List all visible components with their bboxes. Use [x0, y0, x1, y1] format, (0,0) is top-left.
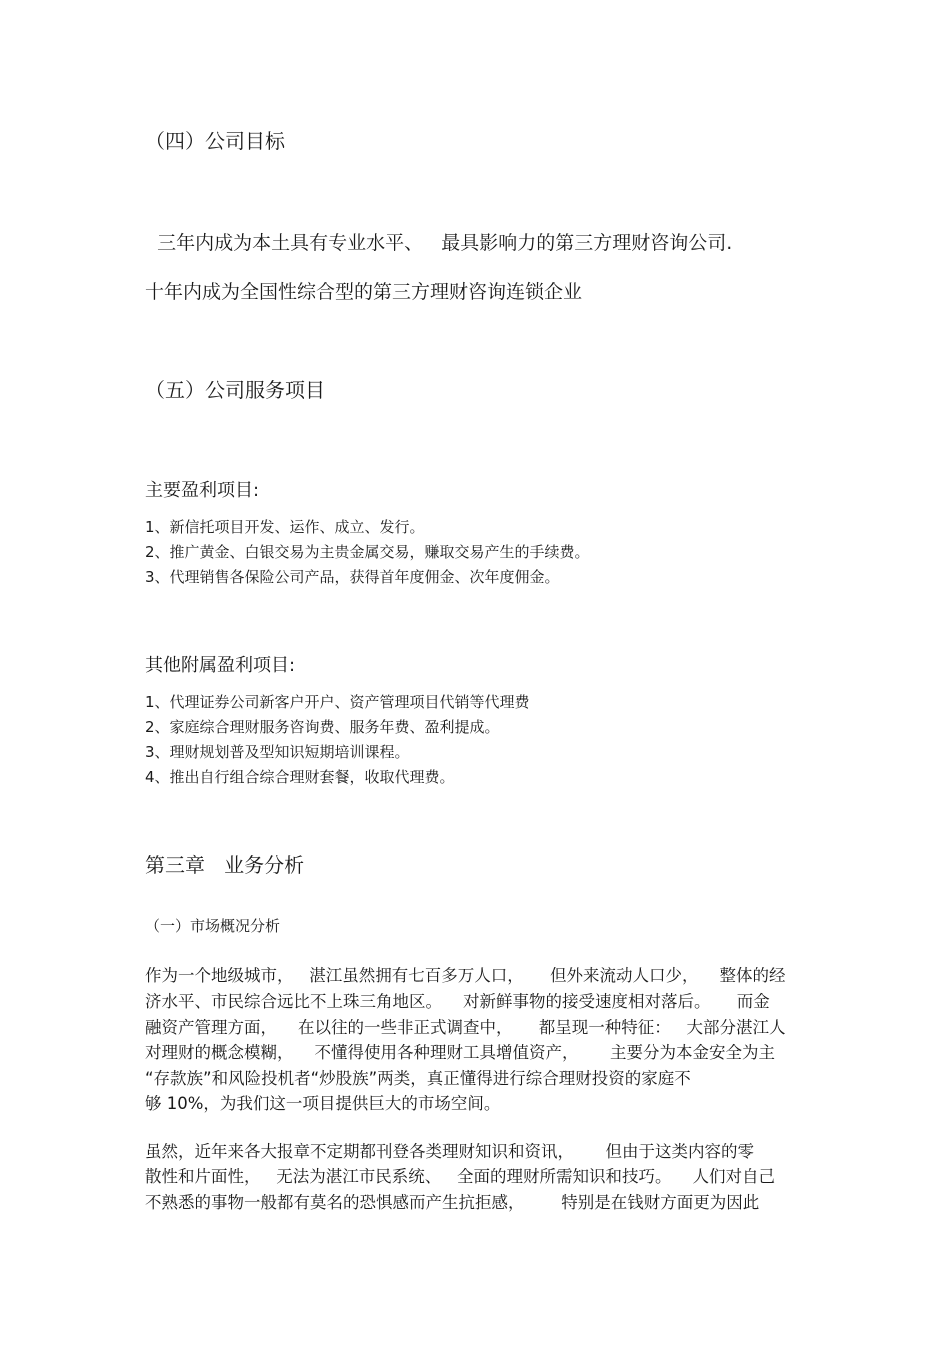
other-profit-title: 其他附属盈利项目: [145, 655, 296, 676]
main-profit-title: 主要盈利项目: [145, 480, 260, 501]
para1-line-4: 对理财的概念模糊， 不懂得使用各种理财工具增值资产， 主要分为本金安全为主 [145, 1043, 775, 1062]
para2-line-1: 虽然，近年来各大报章不定期都刊登各类理财知识和资讯， 但由于这类内容的零 [145, 1142, 754, 1161]
main-profit-item-2: 2、推广黄金、白银交易为主贵金属交易，赚取交易产生的手续费。 [145, 543, 590, 561]
para1-line-2: 济水平、市民综合远比不上珠三角地区。 对新鲜事物的接受速度相对落后。 而金 [145, 992, 770, 1011]
para1-line-1: 作为一个地级城市， 湛江虽然拥有七百多万人口， 但外来流动人口少， 整体的经 [145, 966, 786, 985]
other-profit-item-4: 4、推出自行组合综合理财套餐，收取代理费。 [145, 768, 455, 786]
market-overview-subheading: （一）市场概况分析 [145, 917, 281, 935]
other-profit-item-2: 2、家庭综合理财服务咨询费、服务年费、盈利提成。 [145, 718, 500, 736]
chapter3-heading: 第三章 业务分析 [145, 853, 305, 877]
para2-line-3: 不熟悉的事物一般都有莫名的恐惧感而产生抗拒感， 特别是在钱财方面更为因此 [145, 1193, 760, 1212]
para1-line-3: 融资产管理方面， 在以往的一些非正式调查中， 都呈现一种特征： 大部分湛江人 [145, 1018, 786, 1037]
main-profit-item-1: 1、新信托项目开发、运作、成立、发行。 [145, 518, 425, 536]
other-profit-item-1: 1、代理证券公司新客户开户、资产管理项目代销等代理费 [145, 693, 530, 711]
section4-heading: （四）公司目标 [145, 129, 285, 153]
main-profit-item-3: 3、代理销售各保险公司产品，获得首年度佣金、次年度佣金。 [145, 568, 560, 586]
other-profit-item-3: 3、理财规划普及型知识短期培训课程。 [145, 743, 410, 761]
para1-line-5: “存款族”和风险投机者“炒股族”两类，真正懂得进行综合理财投资的家庭不 [145, 1069, 691, 1088]
goal-line-1: 三年内成为本土具有专业水平、 最具影响力的第三方理财咨询公司. [145, 232, 733, 254]
goal-line-2: 十年内成为全国性综合型的第三方理财咨询连锁企业 [145, 281, 583, 303]
para2-line-2: 散性和片面性， 无法为湛江市民系统、 全面的理财所需知识和技巧。 人们对自己 [145, 1167, 775, 1186]
para1-line-6: 够 10%，为我们这一项目提供巨大的市场空间。 [145, 1094, 501, 1113]
section5-heading: （五）公司服务项目 [145, 378, 325, 402]
